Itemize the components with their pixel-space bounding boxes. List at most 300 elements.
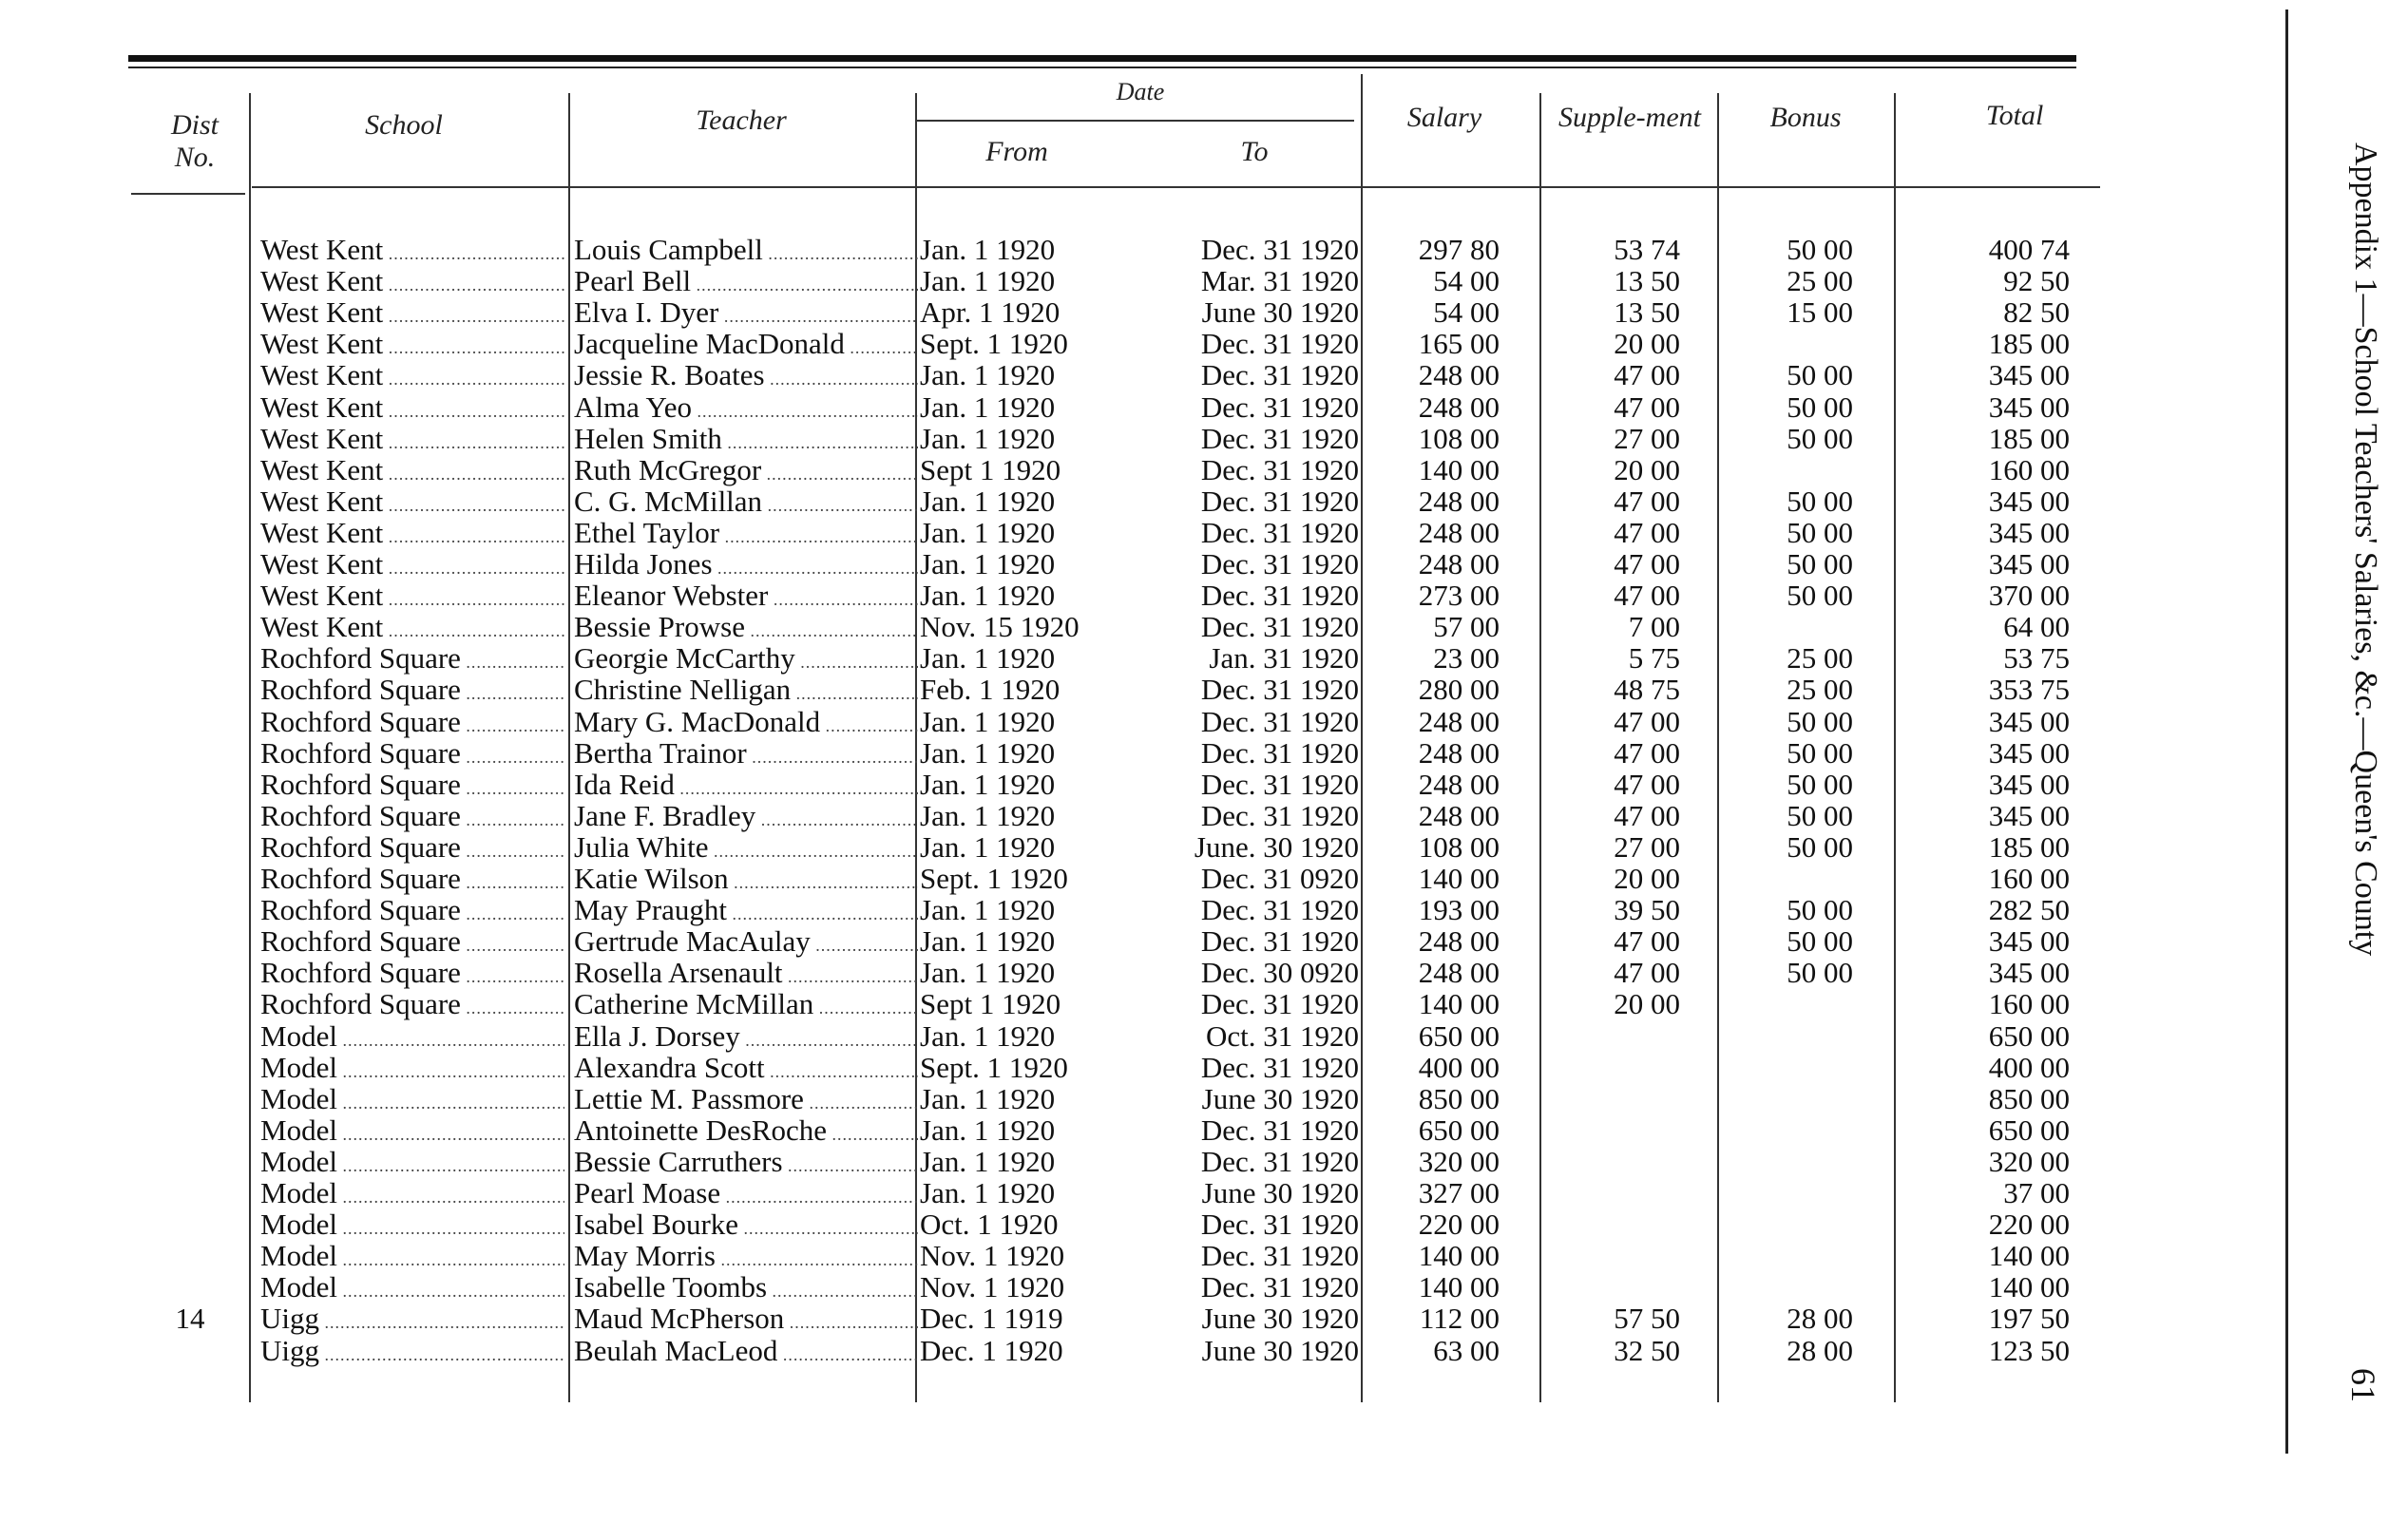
total-cell: 345 00 bbox=[1988, 735, 2070, 770]
supplement-cell: 27 00 bbox=[1614, 421, 1680, 455]
page-number: 61 bbox=[2344, 1368, 2382, 1402]
to-date-cell: Dec. 31 1920 bbox=[1200, 893, 1359, 927]
supplement-cell: 13 50 bbox=[1614, 264, 1680, 298]
table-row bbox=[0, 391, 2408, 423]
total-cell: 197 50 bbox=[1988, 1302, 2070, 1336]
total-cell: 650 00 bbox=[1988, 1113, 2070, 1147]
to-date-cell: Dec. 31 1920 bbox=[1200, 484, 1359, 518]
total-cell: 345 00 bbox=[1988, 358, 2070, 392]
header-underline-dist bbox=[131, 193, 245, 195]
to-date-cell: Dec. 31 1920 bbox=[1200, 452, 1359, 486]
teacher-cell: Georgie McCarthy ..... bbox=[574, 642, 918, 678]
teacher-cell: Bessie Carruthers ..... bbox=[574, 1146, 918, 1182]
header-underline bbox=[252, 186, 2100, 188]
table-row bbox=[0, 1020, 2408, 1052]
bonus-cell: 50 00 bbox=[1787, 735, 1853, 770]
table-row bbox=[0, 706, 2408, 737]
supplement-cell: 57 50 bbox=[1614, 1302, 1680, 1336]
salary-cell: 327 00 bbox=[1418, 1176, 1500, 1209]
to-date-cell: Dec. 31 1920 bbox=[1200, 610, 1359, 644]
header-salary: Salary bbox=[1406, 102, 1482, 133]
school-cell: West Kent ..... bbox=[260, 517, 564, 553]
from-date-cell: Sept. 1 1920 bbox=[920, 327, 1068, 361]
table-row bbox=[0, 1335, 2408, 1366]
school-cell: West Kent ..... bbox=[260, 234, 564, 270]
supplement-cell: 47 00 bbox=[1614, 390, 1680, 424]
from-date-cell: Jan. 1 1920 bbox=[920, 484, 1056, 518]
salary-cell: 320 00 bbox=[1418, 1144, 1500, 1178]
table-row bbox=[0, 800, 2408, 831]
to-date-cell: June 30 1920 bbox=[1201, 1333, 1359, 1367]
table-row bbox=[0, 988, 2408, 1019]
table-row bbox=[0, 737, 2408, 769]
to-date-cell: Dec. 31 1920 bbox=[1200, 924, 1359, 959]
school-cell: West Kent ..... bbox=[260, 423, 564, 459]
table-row bbox=[0, 296, 2408, 328]
teacher-cell: Hilda Jones ..... bbox=[574, 548, 918, 584]
total-cell: 400 74 bbox=[1988, 233, 2070, 266]
to-date-cell: Dec. 31 1920 bbox=[1200, 704, 1359, 738]
salary-cell: 248 00 bbox=[1418, 515, 1500, 549]
salary-cell: 248 00 bbox=[1418, 735, 1500, 770]
table-row bbox=[0, 674, 2408, 705]
teacher-cell: Ida Reid ..... bbox=[574, 769, 918, 805]
supplement-cell: 7 00 bbox=[1628, 610, 1680, 644]
total-cell: 140 00 bbox=[1988, 1270, 2070, 1304]
supplement-cell: 47 00 bbox=[1614, 704, 1680, 738]
total-cell: 92 50 bbox=[2003, 264, 2070, 298]
salary-cell: 54 00 bbox=[1433, 264, 1500, 298]
from-date-cell: Jan. 1 1920 bbox=[920, 1081, 1056, 1115]
to-date-cell: Dec. 31 1920 bbox=[1200, 327, 1359, 361]
school-cell: Model ..... bbox=[260, 1114, 564, 1151]
salary-cell: 165 00 bbox=[1418, 327, 1500, 361]
to-date-cell: Dec. 31 1920 bbox=[1200, 421, 1359, 455]
bonus-cell: 50 00 bbox=[1787, 547, 1853, 580]
from-date-cell: Sept. 1 1920 bbox=[920, 1050, 1068, 1084]
table-row bbox=[0, 769, 2408, 800]
from-date-cell: Jan. 1 1920 bbox=[920, 798, 1056, 832]
table-row bbox=[0, 1240, 2408, 1271]
supplement-cell: 47 00 bbox=[1614, 924, 1680, 959]
header-school: School bbox=[365, 109, 443, 141]
from-date-cell: Jan. 1 1920 bbox=[920, 421, 1056, 455]
from-date-cell: Jan. 1 1920 bbox=[920, 1018, 1056, 1053]
total-cell: 53 75 bbox=[2003, 641, 2070, 675]
teacher-cell: Katie Wilson ..... bbox=[574, 863, 918, 899]
bonus-cell: 50 00 bbox=[1787, 767, 1853, 801]
teacher-cell: Lettie M. Passmore ..... bbox=[574, 1083, 918, 1119]
total-cell: 345 00 bbox=[1988, 767, 2070, 801]
table-row bbox=[0, 925, 2408, 957]
table-row bbox=[0, 863, 2408, 894]
table-row bbox=[0, 454, 2408, 485]
salary-cell: 220 00 bbox=[1418, 1208, 1500, 1242]
header-date: Date bbox=[1116, 78, 1165, 105]
supplement-cell: 13 50 bbox=[1614, 295, 1680, 330]
table-row bbox=[0, 1083, 2408, 1114]
school-cell: Rochford Square ..... bbox=[260, 863, 564, 899]
bonus-cell: 28 00 bbox=[1787, 1302, 1853, 1336]
to-date-cell: June 30 1920 bbox=[1201, 1081, 1359, 1115]
bonus-cell: 50 00 bbox=[1787, 358, 1853, 392]
teacher-cell: Jessie R. Boates ..... bbox=[574, 359, 918, 395]
bonus-cell: 50 00 bbox=[1787, 924, 1853, 959]
teacher-cell: Gertrude MacAulay ..... bbox=[574, 925, 918, 961]
teacher-cell: Bessie Prowse ..... bbox=[574, 611, 918, 647]
total-cell: 345 00 bbox=[1988, 547, 2070, 580]
table-row bbox=[0, 611, 2408, 642]
from-date-cell: Jan. 1 1920 bbox=[920, 641, 1056, 675]
total-cell: 140 00 bbox=[1988, 1239, 2070, 1273]
from-date-cell: Jan. 1 1920 bbox=[920, 358, 1056, 392]
school-cell: West Kent ..... bbox=[260, 265, 564, 301]
to-date-cell: Dec. 31 0920 bbox=[1200, 862, 1359, 895]
salary-cell: 193 00 bbox=[1418, 893, 1500, 927]
from-date-cell: Jan. 1 1920 bbox=[920, 829, 1056, 864]
supplement-cell: 47 00 bbox=[1614, 547, 1680, 580]
supplement-cell: 20 00 bbox=[1614, 862, 1680, 895]
table-row bbox=[0, 642, 2408, 674]
teacher-cell: Isabelle Toombs ..... bbox=[574, 1271, 918, 1307]
from-date-cell: Jan. 1 1920 bbox=[920, 390, 1056, 424]
header-supplement: Supple-ment bbox=[1558, 102, 1701, 133]
table-row bbox=[0, 957, 2408, 988]
from-date-cell: Nov. 15 1920 bbox=[920, 610, 1080, 644]
teacher-cell: Alma Yeo ..... bbox=[574, 391, 918, 428]
teacher-cell: Mary G. MacDonald ..... bbox=[574, 706, 918, 742]
school-cell: Rochford Square ..... bbox=[260, 988, 564, 1024]
supplement-cell: 47 00 bbox=[1614, 579, 1680, 613]
from-date-cell: Jan. 1 1920 bbox=[920, 735, 1056, 770]
total-cell: 370 00 bbox=[1988, 579, 2070, 613]
table-row bbox=[0, 234, 2408, 265]
salary-cell: 248 00 bbox=[1418, 798, 1500, 832]
bonus-cell: 25 00 bbox=[1787, 641, 1853, 675]
salary-cell: 248 00 bbox=[1418, 547, 1500, 580]
total-cell: 82 50 bbox=[2003, 295, 2070, 330]
total-cell: 220 00 bbox=[1988, 1208, 2070, 1242]
salary-cell: 248 00 bbox=[1418, 704, 1500, 738]
from-date-cell: Jan. 1 1920 bbox=[920, 1113, 1056, 1147]
teacher-cell: Isabel Bourke ..... bbox=[574, 1208, 918, 1245]
salary-cell: 112 00 bbox=[1419, 1302, 1500, 1336]
date-subheader-line bbox=[917, 120, 1354, 122]
total-cell: 345 00 bbox=[1988, 484, 2070, 518]
salary-cell: 850 00 bbox=[1418, 1081, 1500, 1115]
bonus-cell: 50 00 bbox=[1787, 829, 1853, 864]
from-date-cell: Feb. 1 1920 bbox=[920, 673, 1061, 707]
total-cell: 345 00 bbox=[1988, 390, 2070, 424]
supplement-cell: 20 00 bbox=[1614, 987, 1680, 1021]
to-date-cell: Dec. 31 1920 bbox=[1200, 987, 1359, 1021]
from-date-cell: Nov. 1 1920 bbox=[920, 1239, 1065, 1273]
bonus-cell: 50 00 bbox=[1787, 484, 1853, 518]
to-date-cell: Dec. 31 1920 bbox=[1200, 547, 1359, 580]
from-date-cell: Dec. 1 1920 bbox=[920, 1333, 1063, 1367]
salary-cell: 248 00 bbox=[1418, 956, 1500, 990]
to-date-cell: Dec. 31 1920 bbox=[1200, 515, 1359, 549]
teacher-cell: Catherine McMillan ..... bbox=[574, 988, 918, 1024]
to-date-cell: Dec. 31 1920 bbox=[1200, 1208, 1359, 1242]
table-row bbox=[0, 548, 2408, 580]
school-cell: Model ..... bbox=[260, 1146, 564, 1182]
teacher-cell: Bertha Trainor ..... bbox=[574, 737, 918, 773]
salary-cell: 140 00 bbox=[1418, 1270, 1500, 1304]
table-row bbox=[0, 894, 2408, 925]
school-cell: West Kent ..... bbox=[260, 548, 564, 584]
table-row bbox=[0, 1177, 2408, 1208]
from-date-cell: Nov. 1 1920 bbox=[920, 1270, 1065, 1304]
salary-cell: 400 00 bbox=[1418, 1050, 1500, 1084]
salary-cell: 248 00 bbox=[1418, 767, 1500, 801]
salary-cell: 140 00 bbox=[1418, 1239, 1500, 1273]
bonus-cell: 50 00 bbox=[1787, 515, 1853, 549]
school-cell: West Kent ..... bbox=[260, 359, 564, 395]
salary-cell: 650 00 bbox=[1418, 1113, 1500, 1147]
to-date-cell: Dec. 31 1920 bbox=[1200, 735, 1359, 770]
school-cell: Rochford Square ..... bbox=[260, 674, 564, 710]
supplement-cell: 48 75 bbox=[1614, 673, 1680, 707]
total-cell: 160 00 bbox=[1988, 452, 2070, 486]
top-rule-thin bbox=[128, 67, 2076, 68]
to-date-cell: June 30 1920 bbox=[1201, 1302, 1359, 1336]
school-cell: Model ..... bbox=[260, 1271, 564, 1307]
bonus-cell: 50 00 bbox=[1787, 704, 1853, 738]
bonus-cell: 15 00 bbox=[1787, 295, 1853, 330]
from-date-cell: Oct. 1 1920 bbox=[920, 1208, 1059, 1242]
teacher-cell: Jacqueline MacDonald ..... bbox=[574, 328, 918, 364]
table-row bbox=[0, 485, 2408, 517]
table-row bbox=[0, 517, 2408, 548]
school-cell: Model ..... bbox=[260, 1177, 564, 1213]
supplement-cell: 20 00 bbox=[1614, 452, 1680, 486]
to-date-cell: Mar. 31 1920 bbox=[1200, 264, 1359, 298]
total-cell: 185 00 bbox=[1988, 829, 2070, 864]
supplement-cell: 47 00 bbox=[1614, 798, 1680, 832]
to-date-cell: June. 30 1920 bbox=[1194, 829, 1359, 864]
total-cell: 160 00 bbox=[1988, 862, 2070, 895]
table-row bbox=[0, 1303, 2408, 1334]
salary-cell: 140 00 bbox=[1418, 862, 1500, 895]
header-from: From bbox=[985, 136, 1048, 167]
school-cell: Rochford Square ..... bbox=[260, 706, 564, 742]
salary-cell: 280 00 bbox=[1418, 673, 1500, 707]
from-date-cell: Jan. 1 1920 bbox=[920, 704, 1056, 738]
teacher-cell: Ruth McGregor ..... bbox=[574, 454, 918, 490]
school-cell: Uigg ..... bbox=[260, 1335, 564, 1371]
from-date-cell: Dec. 1 1919 bbox=[920, 1302, 1063, 1336]
salary-cell: 54 00 bbox=[1433, 295, 1500, 330]
school-cell: Model ..... bbox=[260, 1020, 564, 1056]
top-rule bbox=[128, 55, 2076, 62]
to-date-cell: Dec. 31 1920 bbox=[1200, 358, 1359, 392]
school-cell: Rochford Square ..... bbox=[260, 894, 564, 930]
total-cell: 320 00 bbox=[1988, 1144, 2070, 1178]
teacher-cell: Pearl Bell ..... bbox=[574, 265, 918, 301]
salary-cell: 297 80 bbox=[1418, 233, 1500, 266]
salary-cell: 108 00 bbox=[1418, 829, 1500, 864]
bonus-cell: 25 00 bbox=[1787, 264, 1853, 298]
teacher-cell: Louis Campbell ..... bbox=[574, 234, 918, 270]
supplement-cell: 47 00 bbox=[1614, 767, 1680, 801]
teacher-cell: Helen Smith ..... bbox=[574, 423, 918, 459]
from-date-cell: Sept 1 1920 bbox=[920, 452, 1061, 486]
table-row bbox=[0, 1208, 2408, 1240]
school-cell: Rochford Square ..... bbox=[260, 957, 564, 993]
total-cell: 123 50 bbox=[1988, 1333, 2070, 1367]
total-cell: 185 00 bbox=[1988, 327, 2070, 361]
teacher-cell: Julia White ..... bbox=[574, 831, 918, 867]
side-title: Appendix 1—School Teachers' Salaries, &c.—Queen's County bbox=[2348, 143, 2383, 957]
salary-cell: 63 00 bbox=[1433, 1333, 1500, 1367]
to-date-cell: Dec. 31 1920 bbox=[1200, 390, 1359, 424]
to-date-cell: Jan. 31 1920 bbox=[1209, 641, 1359, 675]
to-date-cell: Dec. 30 0920 bbox=[1200, 956, 1359, 990]
total-cell: 353 75 bbox=[1988, 673, 2070, 707]
supplement-cell: 47 00 bbox=[1614, 484, 1680, 518]
from-date-cell: Jan. 1 1920 bbox=[920, 1176, 1056, 1209]
table-row bbox=[0, 1114, 2408, 1146]
table-row bbox=[0, 1146, 2408, 1177]
school-cell: Rochford Square ..... bbox=[260, 642, 564, 678]
from-date-cell: Jan. 1 1920 bbox=[920, 1144, 1056, 1178]
salary-cell: 140 00 bbox=[1418, 452, 1500, 486]
from-date-cell: Jan. 1 1920 bbox=[920, 264, 1056, 298]
from-date-cell: Sept 1 1920 bbox=[920, 987, 1061, 1021]
to-date-cell: Dec. 31 1920 bbox=[1200, 1113, 1359, 1147]
bonus-cell: 28 00 bbox=[1787, 1333, 1853, 1367]
supplement-cell: 32 50 bbox=[1614, 1333, 1680, 1367]
school-cell: Model ..... bbox=[260, 1240, 564, 1276]
table-row bbox=[0, 328, 2408, 359]
bonus-cell: 25 00 bbox=[1787, 673, 1853, 707]
school-cell: West Kent ..... bbox=[260, 454, 564, 490]
header-bonus: Bonus bbox=[1769, 102, 1842, 133]
to-date-cell: Dec. 31 1920 bbox=[1200, 233, 1359, 266]
teacher-cell: C. G. McMillan ..... bbox=[574, 485, 918, 522]
from-date-cell: Jan. 1 1920 bbox=[920, 579, 1056, 613]
total-cell: 850 00 bbox=[1988, 1081, 2070, 1115]
salary-cell: 273 00 bbox=[1418, 579, 1500, 613]
from-date-cell: Jan. 1 1920 bbox=[920, 893, 1056, 927]
table-row bbox=[0, 831, 2408, 863]
from-date-cell: Jan. 1 1920 bbox=[920, 515, 1056, 549]
teacher-cell: May Praught ..... bbox=[574, 894, 918, 930]
school-cell: Model ..... bbox=[260, 1083, 564, 1119]
school-cell: West Kent ..... bbox=[260, 391, 564, 428]
salary-cell: 248 00 bbox=[1418, 484, 1500, 518]
school-cell: West Kent ..... bbox=[260, 611, 564, 647]
bonus-cell: 50 00 bbox=[1787, 390, 1853, 424]
salary-cell: 140 00 bbox=[1418, 987, 1500, 1021]
header-teacher: Teacher bbox=[696, 105, 787, 136]
right-margin-rule bbox=[2285, 10, 2288, 1454]
bonus-cell: 50 00 bbox=[1787, 233, 1853, 266]
teacher-cell: Pearl Moase ..... bbox=[574, 1177, 918, 1213]
to-date-cell: Dec. 31 1920 bbox=[1200, 798, 1359, 832]
teacher-cell: Christine Nelligan ..... bbox=[574, 674, 918, 710]
table-row bbox=[0, 1271, 2408, 1303]
salary-cell: 57 00 bbox=[1433, 610, 1500, 644]
school-cell: Rochford Square ..... bbox=[260, 831, 564, 867]
table-row bbox=[0, 1052, 2408, 1083]
header-total: Total bbox=[1985, 100, 2044, 131]
to-date-cell: Dec. 31 1920 bbox=[1200, 767, 1359, 801]
teacher-cell: Alexandra Scott ..... bbox=[574, 1052, 918, 1088]
to-date-cell: June 30 1920 bbox=[1201, 1176, 1359, 1209]
teacher-cell: Ella J. Dorsey ..... bbox=[574, 1020, 918, 1056]
school-cell: Rochford Square ..... bbox=[260, 800, 564, 836]
dist-no-cell: 14 bbox=[175, 1302, 205, 1336]
table-row bbox=[0, 359, 2408, 390]
teacher-cell: Maud McPherson ..... bbox=[574, 1303, 918, 1339]
total-cell: 650 00 bbox=[1988, 1018, 2070, 1053]
from-date-cell: Apr. 1 1920 bbox=[920, 295, 1061, 330]
school-cell: Rochford Square ..... bbox=[260, 925, 564, 961]
from-date-cell: Jan. 1 1920 bbox=[920, 924, 1056, 959]
salary-cell: 248 00 bbox=[1418, 358, 1500, 392]
supplement-cell: 5 75 bbox=[1628, 641, 1680, 675]
supplement-cell: 47 00 bbox=[1614, 735, 1680, 770]
bonus-cell: 50 00 bbox=[1787, 798, 1853, 832]
total-cell: 160 00 bbox=[1988, 987, 2070, 1021]
supplement-cell: 20 00 bbox=[1614, 327, 1680, 361]
supplement-cell: 47 00 bbox=[1614, 358, 1680, 392]
school-cell: Model ..... bbox=[260, 1208, 564, 1245]
salary-cell: 248 00 bbox=[1418, 390, 1500, 424]
total-cell: 64 00 bbox=[2003, 610, 2070, 644]
bonus-cell: 50 00 bbox=[1787, 579, 1853, 613]
school-cell: Rochford Square ..... bbox=[260, 737, 564, 773]
to-date-cell: Dec. 31 1920 bbox=[1200, 673, 1359, 707]
school-cell: Rochford Square ..... bbox=[260, 769, 564, 805]
teacher-cell: Eleanor Webster ..... bbox=[574, 580, 918, 616]
bonus-cell: 50 00 bbox=[1787, 893, 1853, 927]
salary-cell: 108 00 bbox=[1418, 421, 1500, 455]
total-cell: 345 00 bbox=[1988, 956, 2070, 990]
to-date-cell: Oct. 31 1920 bbox=[1205, 1018, 1359, 1053]
school-cell: West Kent ..... bbox=[260, 580, 564, 616]
table-row bbox=[0, 580, 2408, 611]
total-cell: 345 00 bbox=[1988, 798, 2070, 832]
total-cell: 37 00 bbox=[2003, 1176, 2070, 1209]
to-date-cell: Dec. 31 1920 bbox=[1200, 1239, 1359, 1273]
school-cell: West Kent ..... bbox=[260, 485, 564, 522]
school-cell: Uigg ..... bbox=[260, 1303, 564, 1339]
teacher-cell: Elva I. Dyer ..... bbox=[574, 296, 918, 333]
from-date-cell: Jan. 1 1920 bbox=[920, 547, 1056, 580]
total-cell: 345 00 bbox=[1988, 924, 2070, 959]
salary-cell: 650 00 bbox=[1418, 1018, 1500, 1053]
supplement-cell: 53 74 bbox=[1614, 233, 1680, 266]
to-date-cell: June 30 1920 bbox=[1201, 295, 1359, 330]
from-date-cell: Jan. 1 1920 bbox=[920, 233, 1056, 266]
supplement-cell: 47 00 bbox=[1614, 956, 1680, 990]
teacher-cell: Rosella Arsenault ..... bbox=[574, 957, 918, 993]
header-to: To bbox=[1240, 136, 1269, 167]
total-cell: 282 50 bbox=[1988, 893, 2070, 927]
salary-cell: 23 00 bbox=[1433, 641, 1500, 675]
supplement-cell: 39 50 bbox=[1614, 893, 1680, 927]
to-date-cell: Dec. 31 1920 bbox=[1200, 1050, 1359, 1084]
bonus-cell: 50 00 bbox=[1787, 956, 1853, 990]
teacher-cell: Jane F. Bradley ..... bbox=[574, 800, 918, 836]
total-cell: 345 00 bbox=[1988, 515, 2070, 549]
to-date-cell: Dec. 31 1920 bbox=[1200, 1144, 1359, 1178]
total-cell: 345 00 bbox=[1988, 704, 2070, 738]
from-date-cell: Jan. 1 1920 bbox=[920, 767, 1056, 801]
